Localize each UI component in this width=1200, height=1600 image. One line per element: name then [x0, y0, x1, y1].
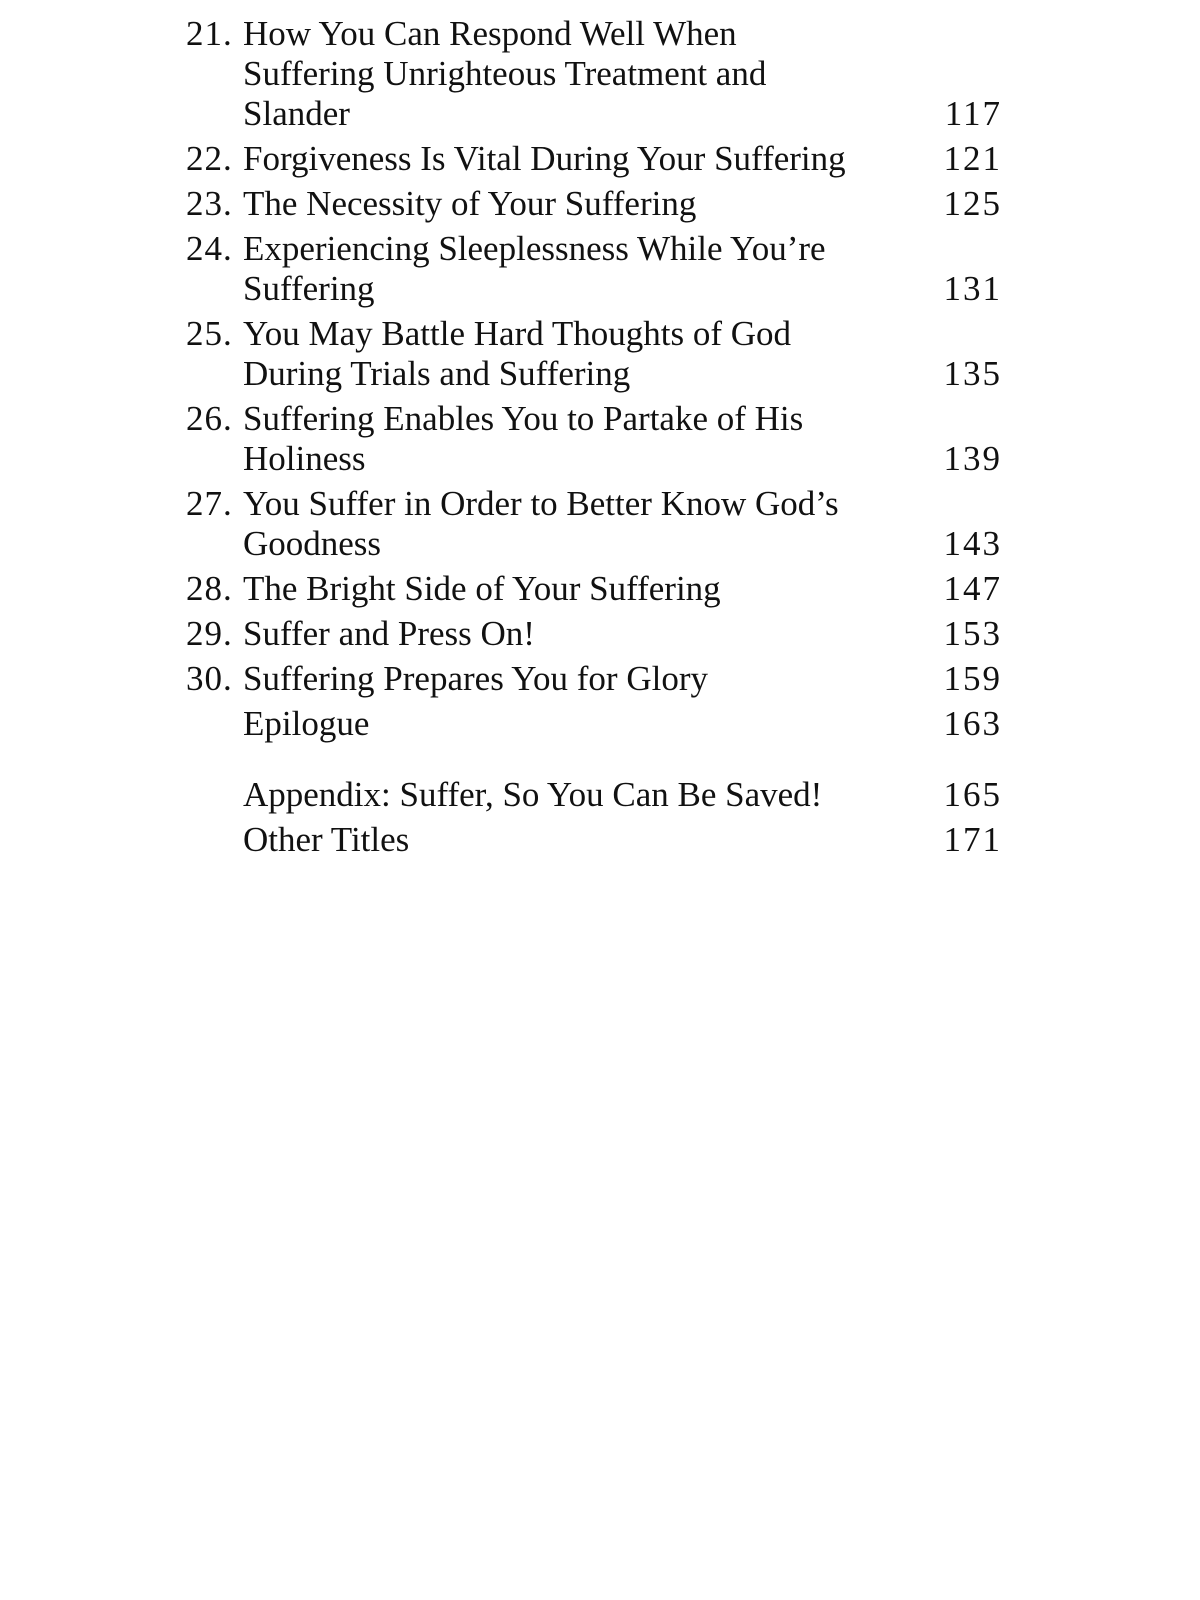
title-line: Goodness	[243, 524, 382, 563]
toc-entry-appendix[interactable]	[0, 775, 1200, 815]
toc-entry-22[interactable]	[0, 139, 1200, 179]
toc-entry-27[interactable]	[0, 484, 1200, 564]
chapter-title	[243, 569, 863, 609]
toc-entry-other-titles[interactable]	[0, 820, 1200, 860]
title-line: Slander	[243, 94, 350, 133]
title-line: Experiencing Sleeplessness While You’re	[243, 229, 826, 268]
chapter-number: 30.	[186, 659, 233, 698]
page-number: 135	[943, 354, 1002, 393]
chapter-title	[243, 139, 863, 179]
title-line: Appendix: Suffer, So You Can Be Saved!	[243, 775, 823, 814]
toc-entry-30[interactable]	[0, 659, 1200, 699]
title-line: Suffer and Press On!	[243, 614, 535, 653]
page-number: 143	[943, 524, 1002, 563]
toc-entry-28[interactable]	[0, 569, 1200, 609]
chapter-number: 23.	[186, 184, 233, 223]
title-line: Holiness	[243, 439, 366, 478]
toc-entry-epilogue[interactable]	[0, 704, 1200, 744]
chapter-title	[243, 14, 863, 134]
title-line: How You Can Respond Well When	[243, 14, 737, 53]
page-number: 171	[943, 820, 1002, 859]
page-number: 153	[943, 614, 1002, 653]
chapter-number: 24.	[186, 229, 233, 268]
section-title	[243, 704, 863, 744]
page-number: 139	[943, 439, 1002, 478]
chapter-number: 29.	[186, 614, 233, 653]
title-line: The Necessity of Your Suffering	[243, 184, 697, 223]
chapter-title	[243, 229, 863, 309]
chapter-number: 28.	[186, 569, 233, 608]
title-line: Forgiveness Is Vital During Your Suffering	[243, 139, 846, 178]
section-title	[243, 820, 863, 860]
title-line: During Trials and Suffering	[243, 354, 631, 393]
page-number: 165	[943, 775, 1002, 814]
chapter-title	[243, 314, 863, 394]
chapter-title	[243, 659, 863, 699]
chapter-number: 22.	[186, 139, 233, 178]
title-line: Suffering Unrighteous Treatment and	[243, 54, 767, 93]
toc-entry-21[interactable]	[0, 14, 1200, 134]
table-of-contents	[0, 14, 1200, 865]
chapter-title	[243, 614, 863, 654]
chapter-title	[243, 399, 863, 479]
title-line: The Bright Side of Your Suffering	[243, 569, 721, 608]
page-number: 159	[943, 659, 1002, 698]
page-number: 131	[943, 269, 1002, 308]
chapter-number: 25.	[186, 314, 233, 353]
title-line: Suffering Enables You to Partake of His	[243, 399, 804, 438]
page-number: 121	[943, 139, 1002, 178]
toc-entry-29[interactable]	[0, 614, 1200, 654]
toc-entry-23[interactable]	[0, 184, 1200, 224]
chapter-number: 26.	[186, 399, 233, 438]
toc-entry-26[interactable]	[0, 399, 1200, 479]
chapter-title	[243, 484, 863, 564]
title-line: Epilogue	[243, 704, 370, 743]
toc-entry-24[interactable]	[0, 229, 1200, 309]
title-line: Other Titles	[243, 820, 410, 859]
chapter-number: 21.	[186, 14, 233, 53]
page-number: 163	[943, 704, 1002, 743]
toc-entry-25[interactable]	[0, 314, 1200, 394]
title-line: Suffering	[243, 269, 375, 308]
title-line: Suffering Prepares You for Glory	[243, 659, 708, 698]
chapter-number: 27.	[186, 484, 233, 523]
section-title	[243, 775, 863, 815]
chapter-title	[243, 184, 863, 224]
page-number: 125	[943, 184, 1002, 223]
title-line: You Suffer in Order to Better Know God’s	[243, 484, 839, 523]
page-number: 117	[944, 94, 1002, 133]
title-line: You May Battle Hard Thoughts of God	[243, 314, 792, 353]
page-number: 147	[943, 569, 1002, 608]
